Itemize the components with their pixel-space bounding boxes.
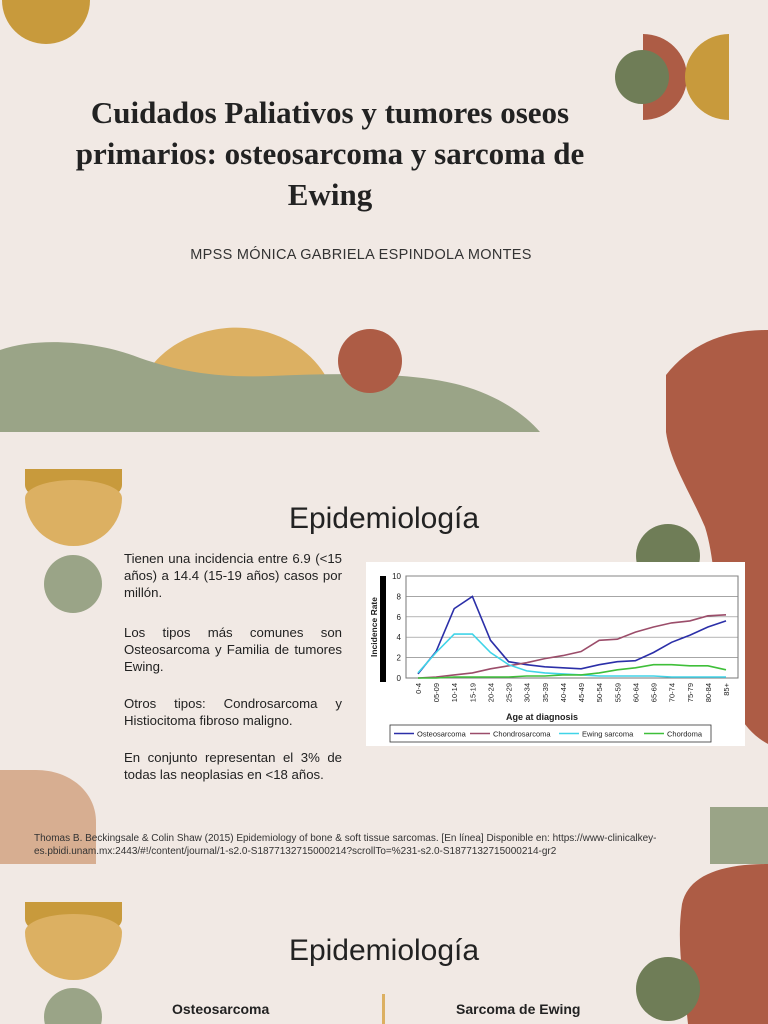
plot-area <box>406 576 738 678</box>
x-tick-label: 60-64 <box>631 683 641 703</box>
x-tick-label: 50-54 <box>595 683 605 703</box>
incidence-chart <box>366 562 745 746</box>
paragraph-other-types: Otros tipos: Condrosarcoma y Histiocitoma fibroso maligno. <box>124 696 342 728</box>
paragraph-common-types: Los tipos más comunes son Osteosarcoma y Familia de tumores Ewing. <box>124 625 342 674</box>
x-tick-label: 55-59 <box>613 683 623 703</box>
x-tick-label: 65-69 <box>649 683 659 703</box>
x-tick-label: 15-19 <box>468 683 478 703</box>
epidemiology-slide <box>0 432 768 864</box>
paragraph-total: En conjunto representan el 3% de todas las neoplasias en <18 años. <box>124 750 342 782</box>
author-name: MPSS MÓNICA GABRIELA ESPINDOLA MONTES <box>190 247 532 263</box>
y-tick-label: 8 <box>396 592 401 602</box>
x-tick-label: 45-49 <box>577 683 587 703</box>
y-tick-label: 2 <box>396 653 401 663</box>
legend-label: Chondrosarcoma <box>493 729 551 739</box>
x-tick-label: 70-74 <box>667 683 677 703</box>
x-tick-label: 30-34 <box>522 683 532 703</box>
x-tick-label: 0-4 <box>414 683 423 694</box>
title-slide-decoration <box>0 0 768 432</box>
reference-citation: Thomas B. Beckingsale & Colin Shaw (2015) Epidemiology of bone & soft tissue sarcomas. [En línea] Disponible en: https://www-clinicalkey-es.pbidi.unam.mx:2443/#!/content/journal/1-s2.0-S1877132715000214?scrollTo=%231-s2.0-S1877132715000214-gr2 <box>34 833 657 857</box>
y-axis-label: Incidence Rate <box>369 597 379 657</box>
epidemiology-slide-2 <box>0 864 768 1024</box>
olive-circle-top-right <box>615 50 669 104</box>
divider-line <box>382 994 385 1024</box>
terracotta-circle <box>338 329 402 393</box>
presentation-title: Cuidados Paliativos y tumores oseos primarios: osteosarcoma y sarcoma de Ewing <box>75 95 585 212</box>
x-tick-label: 10-14 <box>450 683 460 703</box>
mustard-half-circle-top-left <box>2 0 90 44</box>
x-tick-label: 20-24 <box>486 683 496 703</box>
y-tick-label: 6 <box>396 612 401 622</box>
sage-circle-left <box>44 555 102 613</box>
y-tick-label: 0 <box>396 674 401 683</box>
x-tick-label: 25-29 <box>504 683 514 703</box>
paragraph-incidence: Tienen una incidencia entre 6.9 (<15 años) a 14.4 (15-19 años) casos por millón. <box>124 551 342 600</box>
y-axis-bar <box>380 576 386 682</box>
x-tick-label: 80-84 <box>703 683 713 703</box>
terracotta-blob-right <box>666 330 768 432</box>
legend-label: Ewing sarcoma <box>582 729 634 739</box>
incidence-chart-svg <box>366 562 745 746</box>
x-tick-label: 85+ <box>722 683 731 696</box>
sage-circle-left-2 <box>44 988 102 1024</box>
x-tick-label: 75-79 <box>685 683 695 703</box>
x-tick-label: 40-44 <box>558 683 568 703</box>
x-tick-label: 05-09 <box>432 683 442 703</box>
y-tick-label: 10 <box>392 572 401 581</box>
y-tick-label: 4 <box>396 633 401 643</box>
title-slide <box>0 0 768 432</box>
legend-label: Chordoma <box>667 729 703 739</box>
legend-label: Osteosarcoma <box>417 729 466 739</box>
x-axis-label: Age at diagnosis <box>505 712 579 722</box>
column-title-osteosarcoma: Osteosarcoma <box>172 1001 270 1017</box>
column-title-ewing: Sarcoma de Ewing <box>456 1001 581 1017</box>
section-heading: Epidemiología <box>288 502 480 535</box>
x-tick-label: 35-39 <box>540 683 550 703</box>
section-heading-2: Epidemiología <box>288 934 480 967</box>
mustard-half-circle-top-right <box>685 34 729 120</box>
